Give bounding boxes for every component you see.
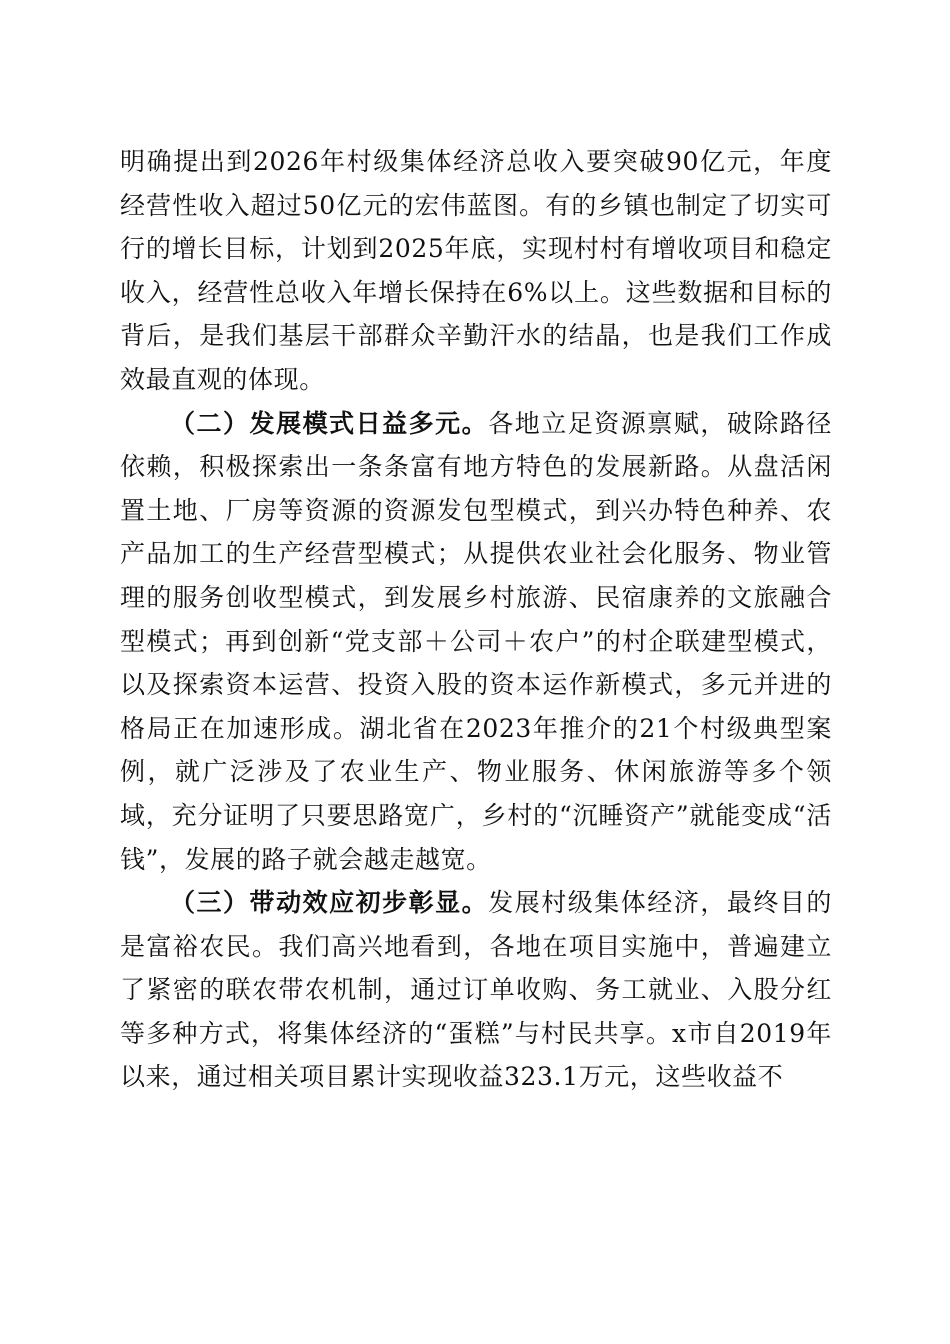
paragraph-text: 各地立足资源禀赋，破除路径依赖，积极探索出一条条富有地方特色的发展新路。从盘活闲置土地、厂房等资源的资源发包型模式，到兴办特色种养、农产品加工的生产经营型模式；从提供农业社会化服务、物业管理的服务创收型模式，到发展乡村旅游、民宿康养的文旅融合型模式；再到创新“党支部＋公司＋农户”的村企联建型模式，以及探索资本运营、投资入股的资本运作新模式，多元并进的格局正在加速形成。湖北省在2023年推介的21个村级典型案例，就广泛涉及了农业生产、物业服务、休闲旅游等多个领域，充分证明了只要思路宽广，乡村的“沉睡资产”就能变成“活钱”，发展的路子就会越走越宽。: [120, 408, 832, 874]
paragraph-text: 明确提出到2026年村级集体经济总收入要突破90亿元，年度经营性收入超过50亿元的宏伟蓝图。有的乡镇也制定了切实可行的增长目标，计划到2025年底，实现村村有增收项目和稳定收入，经营性总收入年增长保持在6%以上。这些数据和目标的背后，是我们基层干部群众辛勤汗水的结晶，也是我们工作成效最直观的体现。: [120, 147, 832, 394]
document-page: [120, 140, 832, 1099]
paragraph-text: 发展村级集体经济，最终目的是富裕农民。我们高兴地看到，各地在项目实施中，普遍建立了紧密的联农带农机制，通过订单收购、务工就业、入股分红等多种方式，将集体经济的“蛋糕”与村民共享。x市自2019年以来，通过相关项目累计实现收益323.1万元，这些收益不: [120, 888, 832, 1092]
section-heading: （二）发展模式日益多元。: [170, 408, 489, 438]
paragraph-section-2: [120, 402, 832, 882]
paragraph-section-3: [120, 881, 832, 1099]
section-heading: （三）带动效应初步彰显。: [170, 888, 489, 918]
paragraph-intro-continuation: [120, 140, 832, 402]
